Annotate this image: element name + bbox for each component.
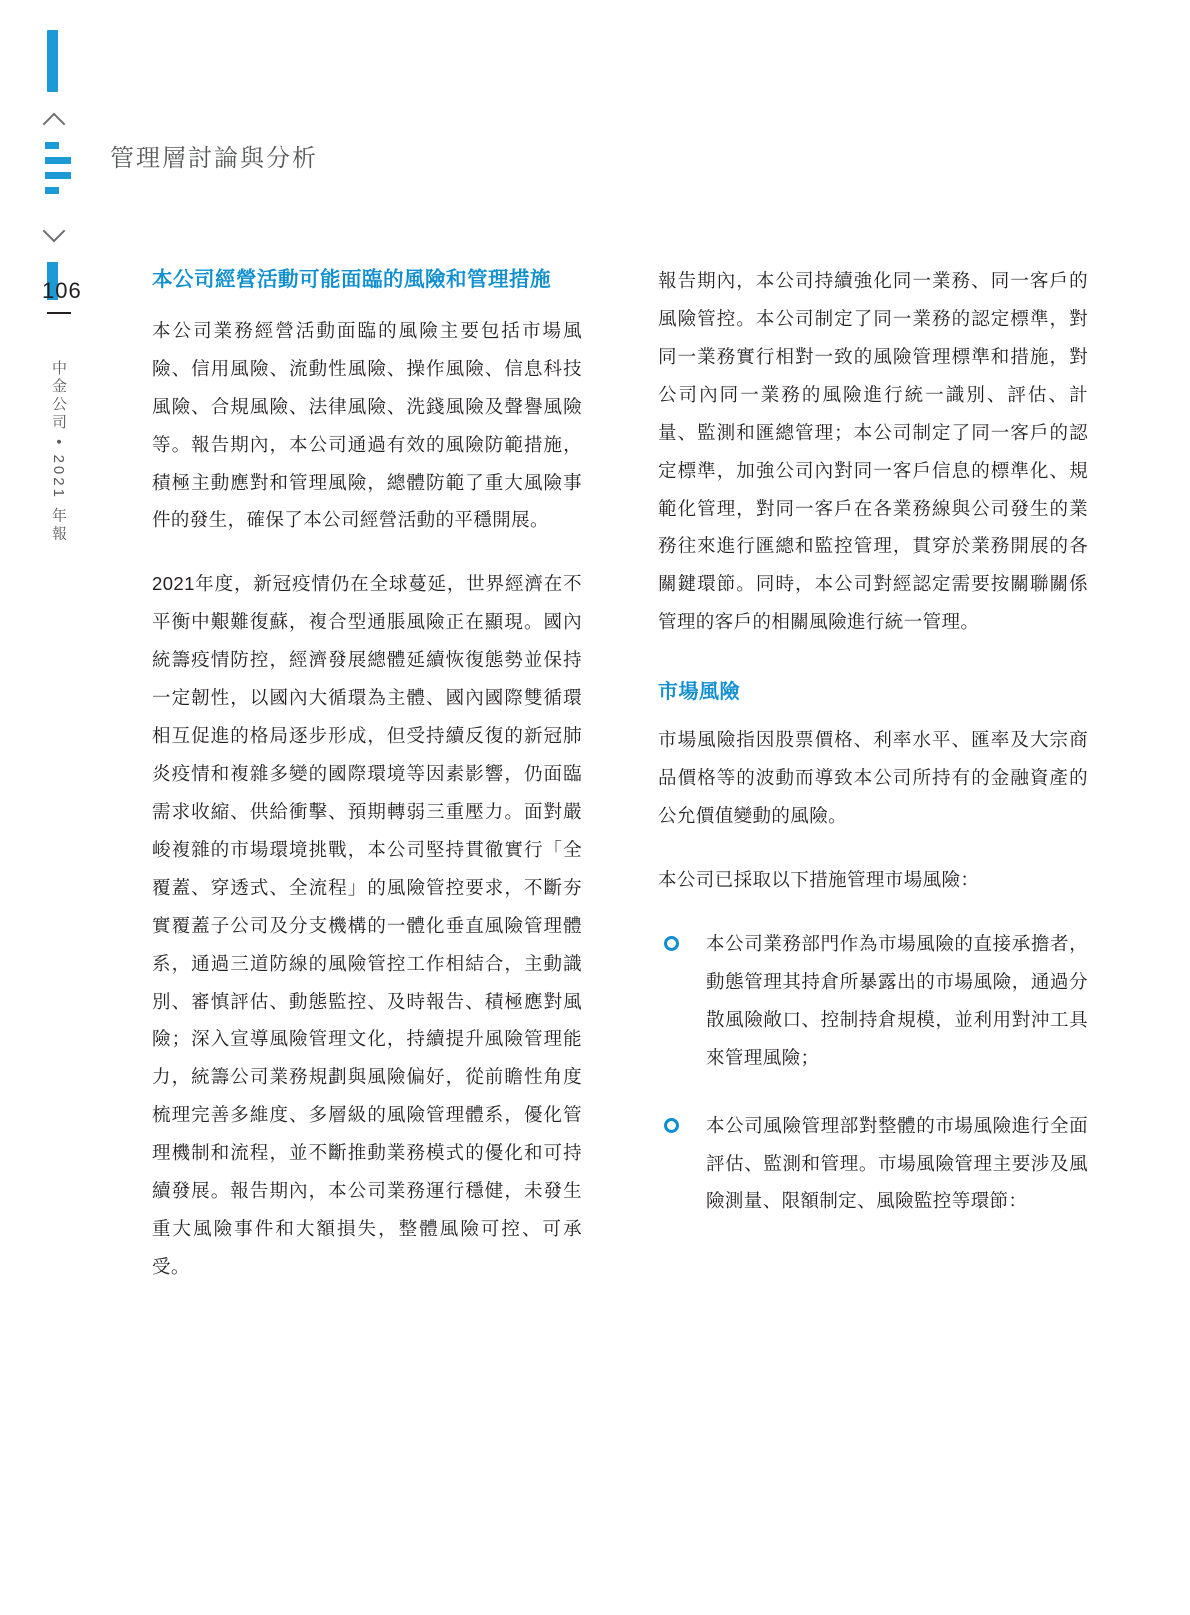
paragraph: 市場風險指因股票價格、利率水平、匯率及大宗商品價格等的波動而導致本公司所持有的金融資產的公允價值變動的風險。	[658, 729, 1088, 827]
page-number-rule	[47, 312, 71, 314]
subsection-title: 市場風險	[658, 681, 740, 704]
side-caption: 中金公司 • 2021 年報	[50, 360, 67, 544]
list-item	[658, 925, 1088, 1077]
left-column	[152, 262, 582, 1286]
running-head: 管理層討論與分析	[110, 145, 318, 172]
page-number: 106	[42, 278, 82, 303]
list-item-text: 本公司業務部門作為市場風險的直接承擔者，動態管理其持倉所暴露出的市場風險，通過分散風險敞口、控制持倉規模，並利用對沖工具來管理風險；	[706, 932, 1088, 1068]
section-title: 本公司經營活動可能面臨的風險和管理措施	[152, 268, 551, 291]
bullet-dot-icon	[664, 936, 679, 951]
chevron-up-icon	[44, 108, 66, 130]
chevron-down-icon	[44, 225, 66, 247]
list-item	[658, 1107, 1088, 1221]
paragraph: 報告期內，本公司持續強化同一業務、同一客戶的風險管控。本公司制定了同一業務的認定標準，對同一業務實行相對一致的風險管理標準和措施，對公司內同一業務的風險進行統一識別、評估、計量、監測和匯總管理；本公司制定了同一客戶的認定標準，加強公司內對同一客戶信息的標準化、規範化管理，對同一客戶在各業務線與公司發生的業務往來進行匯總和監控管理，貫穿於業務開展的各關鍵環節。同時，本公司對經認定需要按關聯關係管理的客戶的相關風險進行統一管理。	[658, 270, 1088, 633]
list-item-text: 本公司風險管理部對整體的市場風險進行全面評估、監測和管理。市場風險管理主要涉及風險測量、限額制定、風險監控等環節：	[706, 1114, 1088, 1212]
bullet-list	[658, 925, 1088, 1220]
rail-bar-top-icon	[47, 30, 58, 92]
paragraph: 本公司已採取以下措施管理市場風險：	[658, 868, 980, 890]
paragraph: 2021年度，新冠疫情仍在全球蔓延，世界經濟在不平衡中艱難復蘇，複合型通脹風險正在顯現。國內統籌疫情防控，經濟發展總體延續恢復態勢並保持一定韌性，以國內大循環為主體、國內國際雙循環相互促進的格局逐步形成，但受持續反復的新冠肺炎疫情和複雜多變的國際環境等因素影響，仍面臨需求收縮、供給衝擊、預期轉弱三重壓力。面對嚴峻複雜的市場環境挑戰，本公司堅持貫徹實行「全覆蓋、穿透式、全流程」的風險管控要求，不斷夯實覆蓋子公司及分支機構的一體化垂直風險管理體系，通過三道防線的風險管控工作相結合，主動識別、審慎評估、動態監控、及時報告、積極應對風險；深入宣導風險管理文化，持續提升風險管理能力，統籌公司業務規劃與風險偏好，從前瞻性角度梳理完善多維度、多層級的風險管理體系，優化管理機制和流程，並不斷推動業務模式的優化和可持續發展。報告期內，本公司業務運行穩健，未發生重大風險事件和大額損失，整體風險可控、可承受。	[152, 573, 582, 1277]
rail-lines-icon	[45, 142, 75, 202]
paragraph: 本公司業務經營活動面臨的風險主要包括市場風險、信用風險、流動性風險、操作風險、信息科技風險、合規風險、法律風險、洗錢風險及聲譽風險等。報告期內，本公司通過有效的風險防範措施，積極主動應對和管理風險，總體防範了重大風險事件的發生，確保了本公司經營活動的平穩開展。	[152, 319, 582, 531]
right-column	[658, 262, 1088, 1250]
bullet-dot-icon	[664, 1118, 679, 1133]
